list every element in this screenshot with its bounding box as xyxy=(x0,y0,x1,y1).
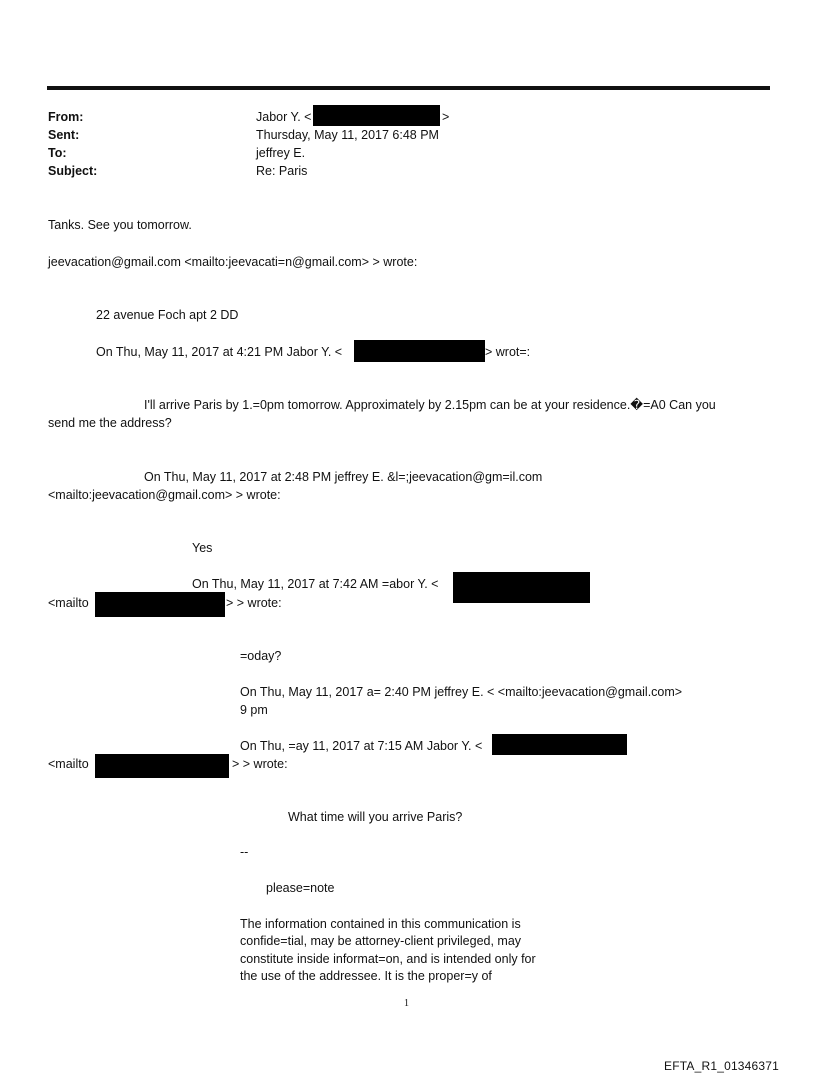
quoted-text: I'll arrive Paris by 1.=0pm tomorrow. Approximately by 2.15pm can be at your residence.�=A0 Can you xyxy=(144,398,716,412)
signature-note: please=note xyxy=(266,881,335,895)
redaction-block xyxy=(313,105,440,126)
quote-header-end: > > wrote: xyxy=(232,757,288,771)
to-value: jeffrey E. xyxy=(256,146,306,160)
redaction-block xyxy=(95,592,225,617)
quoted-text: =oday? xyxy=(240,649,282,663)
mailto-prefix: <mailto xyxy=(48,596,89,610)
quote-header: On Thu, May 11, 2017 at 7:42 AM =abor Y. < xyxy=(192,577,439,591)
header-rule xyxy=(47,86,770,90)
disclaimer-line: confide=tial, may be attorney-client privileged, may xyxy=(240,934,522,948)
to-label: To: xyxy=(48,146,67,160)
quote-header: On Thu, May 11, 2017 at 2:48 PM jeffrey E. &l=;jeevacation@gm=il.com xyxy=(144,470,543,484)
sent-label: Sent: xyxy=(48,128,80,142)
disclaimer-line: constitute inside informat=on, and is intended only for xyxy=(240,952,536,966)
quote-header-end: > > wrote: xyxy=(226,596,282,610)
mailto-prefix: <mailto xyxy=(48,757,89,771)
page-number: 1 xyxy=(404,998,409,1009)
quoted-text: What time will you arrive Paris? xyxy=(288,810,463,824)
quote-header: On Thu, May 11, 2017 at 4:21 PM Jabor Y. < xyxy=(96,345,343,359)
quoted-text: send me the address? xyxy=(48,416,172,430)
redaction-block xyxy=(492,734,627,755)
sent-value: Thursday, May 11, 2017 6:48 PM xyxy=(256,128,439,142)
redaction-block xyxy=(453,572,590,603)
subject-value: Re: Paris xyxy=(256,164,308,178)
signature-dash: -- xyxy=(240,845,249,859)
disclaimer-line: the use of the addressee. It is the proper=y of xyxy=(240,969,492,983)
disclaimer-line: The information contained in this communication is xyxy=(240,917,521,931)
redaction-block xyxy=(354,340,485,362)
quote-header: On Thu, May 11, 2017 a= 2:40 PM jeffrey E. < <mailto:jeevacation@gmail.com> xyxy=(240,685,683,699)
document-id: EFTA_R1_01346371 xyxy=(664,1059,780,1073)
quoted-text: Yes xyxy=(192,541,213,555)
quote-header: On Thu, =ay 11, 2017 at 7:15 AM Jabor Y. < xyxy=(240,739,483,753)
from-label: From: xyxy=(48,110,84,124)
quote-header: <mailto:jeevacation@gmail.com> > wrote: xyxy=(48,488,281,502)
quoted-address: 22 avenue Foch apt 2 DD xyxy=(96,308,239,322)
from-value: Jabor Y. < xyxy=(256,110,312,124)
quote-header-end: > wrot=: xyxy=(485,345,531,359)
from-close: > xyxy=(442,110,450,124)
redaction-block xyxy=(95,754,229,778)
quoted-text: 9 pm xyxy=(240,703,268,717)
subject-label: Subject: xyxy=(48,164,98,178)
body-line: jeevacation@gmail.com <mailto:jeevacati=n@gmail.com> > wrote: xyxy=(48,255,418,269)
body-line: Tanks. See you tomorrow. xyxy=(48,218,192,232)
